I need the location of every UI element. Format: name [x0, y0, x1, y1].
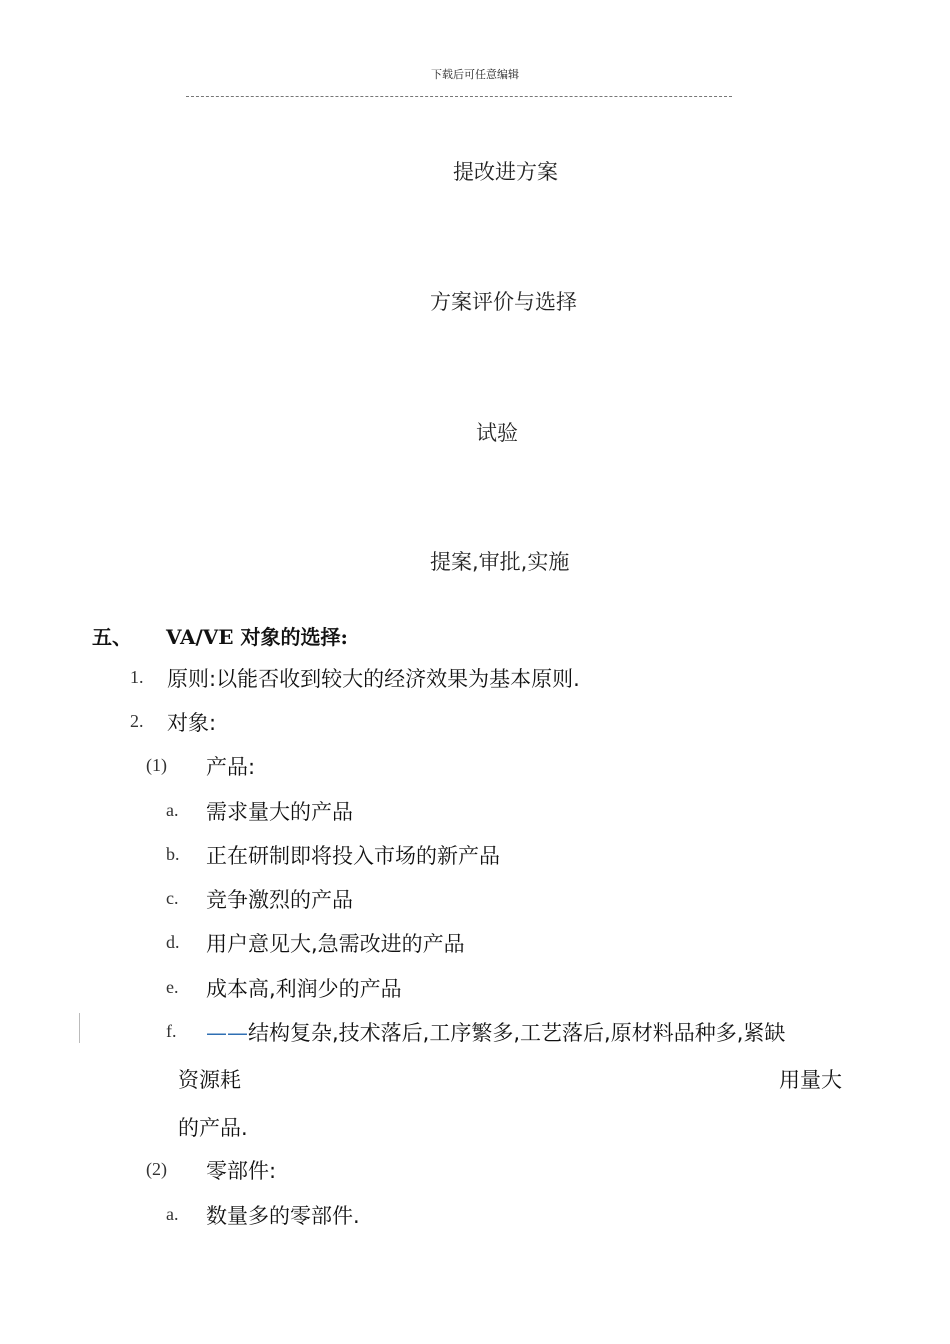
list-item-letter: a.	[166, 800, 179, 820]
list-item-number: 2.	[130, 711, 144, 731]
flow-step-test: 试验	[476, 421, 518, 445]
list-item-letter: e.	[166, 977, 179, 997]
section-number: 五、	[92, 625, 132, 649]
product-item-a: 需求量大的产品	[206, 800, 353, 824]
principle-text: 原则:以能否收到较大的经济效果为基本原则.	[167, 667, 580, 691]
product-item-d: 用户意见大,急需改进的产品	[206, 932, 465, 956]
list-item-letter: a.	[166, 1204, 179, 1224]
revision-bar	[79, 1013, 80, 1043]
products-heading: 产品:	[206, 755, 256, 779]
dash-mark: ——	[206, 1021, 248, 1045]
object-text: 对象:	[167, 711, 217, 735]
section-title: VA/VE 对象的选择:	[166, 625, 348, 649]
product-item-b: 正在研制即将投入市场的新产品	[206, 844, 500, 868]
list-item-letter: d.	[166, 932, 180, 952]
list-item-number: (2)	[146, 1159, 167, 1179]
product-item-f-line1	[206, 1017, 856, 1047]
product-item-f-line3: 的产品.	[178, 1116, 248, 1140]
parts-heading: 零部件:	[206, 1159, 277, 1183]
product-item-f-line2-right: 用量大	[779, 1068, 842, 1092]
header-divider	[186, 96, 732, 97]
flow-step-improve-proposal: 提改进方案	[453, 160, 558, 184]
product-item-c: 竞争激烈的产品	[206, 888, 353, 912]
parts-item-a: 数量多的零部件.	[206, 1204, 360, 1228]
product-item-f-line2-left: 资源耗	[178, 1068, 241, 1092]
flow-step-evaluation: 方案评价与选择	[430, 290, 577, 314]
list-item-number: 1.	[130, 667, 144, 687]
list-item-letter: f.	[166, 1021, 177, 1041]
product-item-e: 成本高,利润少的产品	[206, 977, 402, 1001]
list-item-letter: c.	[166, 888, 179, 908]
list-item-letter: b.	[166, 844, 180, 864]
product-item-f-text: 结构复杂,技术落后,工序繁多,工艺落后,原材料品种多,紧缺	[248, 1021, 786, 1045]
list-item-number: (1)	[146, 755, 167, 775]
page-header: 下载后可任意编辑	[431, 68, 519, 81]
flow-step-implement: 提案,审批,实施	[430, 550, 570, 574]
